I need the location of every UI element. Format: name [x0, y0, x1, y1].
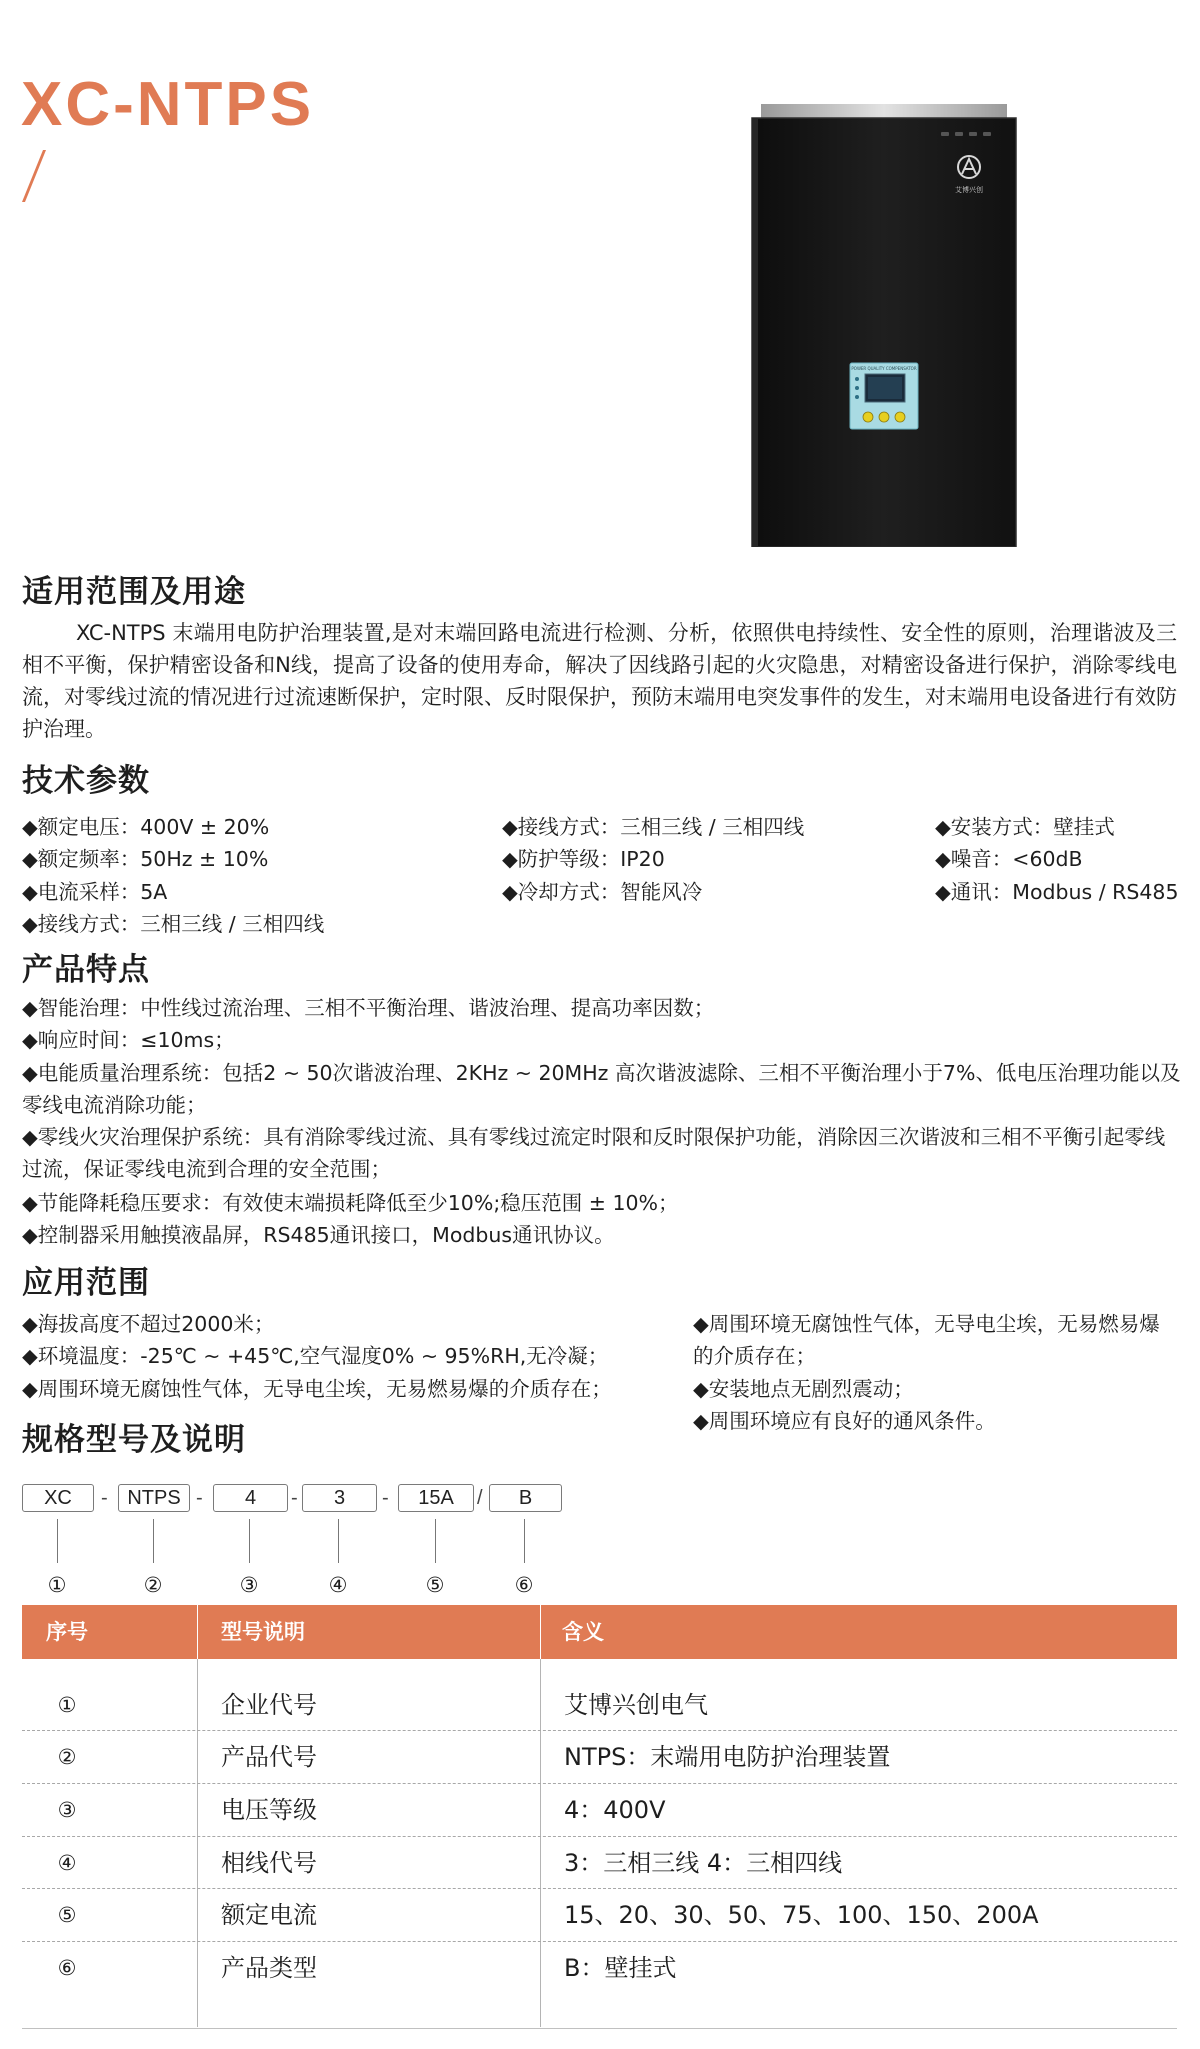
table-cell-index: ① — [57, 1693, 77, 1717]
code-connector — [435, 1519, 436, 1563]
feature-item: ◆零线火灾治理保护系统：具有消除零线过流、具有零线过流定时限和反时限保护功能，消除因三次谐波和三相不平衡引起零线过流，保证零线电流到合理的安全范围； — [22, 1125, 1166, 1181]
logo-text: 艾博兴创 — [955, 186, 983, 194]
code-connector — [338, 1519, 339, 1563]
code-separator: - — [291, 1487, 298, 1509]
code-box-type: B — [489, 1484, 562, 1512]
table-cell-meaning: 4：400V — [564, 1796, 666, 1824]
feature-item: ◆响应时间：≤10ms； — [22, 1028, 235, 1052]
code-number: ① — [47, 1573, 67, 1597]
panel-button-down — [879, 412, 889, 422]
application-item: ◆周围环境应有良好的通风条件。 — [693, 1409, 996, 1433]
code-connector — [249, 1519, 250, 1563]
table-cell-meaning: 3：三相三线 4：三相四线 — [564, 1849, 843, 1877]
table-cell-index: ⑤ — [57, 1903, 77, 1927]
param-communication: ◆通讯：Modbus / RS485 — [935, 880, 1179, 904]
table-cell-description: 产品类型 — [221, 1954, 317, 1982]
device-body — [752, 118, 1016, 547]
spec-title: 规格型号及说明 — [22, 1422, 246, 1458]
param-installation: ◆安装方式：壁挂式 — [935, 815, 1115, 839]
application-title: 应用范围 — [22, 1265, 150, 1301]
table-cell-description: 电压等级 — [221, 1796, 317, 1824]
model-title: XC-NTPS — [21, 70, 315, 139]
param-rated-voltage: ◆额定电压：400V ± 20% — [22, 815, 270, 839]
table-header-index: 序号 — [46, 1620, 88, 1644]
code-number: ② — [143, 1573, 163, 1597]
device-image — [747, 104, 1021, 547]
code-number: ⑥ — [514, 1573, 534, 1597]
application-item: ◆安装地点无剧烈震动； — [693, 1377, 914, 1401]
feature-item: ◆智能治理：中性线过流治理、三相不平衡治理、谐波治理、提高功率因数； — [22, 996, 715, 1020]
panel-button-enter — [895, 412, 905, 422]
application-item: ◆周围环境无腐蚀性气体，无导电尘埃，无易燃易爆的介质存在； — [693, 1312, 1160, 1368]
code-number: ③ — [239, 1573, 259, 1597]
feature-item: ◆节能降耗稳压要求：有效使末端损耗降低至少10%;稳压范围 ± 10%； — [22, 1191, 679, 1215]
panel-button-left — [863, 412, 873, 422]
code-box-product: NTPS — [118, 1484, 190, 1512]
code-separator: - — [101, 1487, 108, 1509]
table-cell-description: 额定电流 — [221, 1901, 317, 1929]
params-title: 技术参数 — [22, 763, 150, 799]
table-cell-description: 相线代号 — [221, 1849, 317, 1877]
code-separator: - — [196, 1487, 203, 1509]
table-bottom-border — [22, 2028, 1177, 2029]
usage-title: 适用范围及用途 — [22, 574, 246, 610]
table-header-divider — [540, 1605, 541, 1659]
feature-item: ◆控制器采用触摸液晶屏，RS485通讯接口，Modbus通讯协议。 — [22, 1223, 615, 1247]
application-item: ◆海拔高度不超过2000米； — [22, 1312, 275, 1336]
table-cell-meaning: 15、20、30、50、75、100、150、200A — [564, 1901, 1039, 1929]
table-cell-meaning: B：壁挂式 — [564, 1954, 677, 1982]
code-connector — [524, 1519, 525, 1563]
features-title: 产品特点 — [22, 952, 150, 988]
application-item: ◆周围环境无腐蚀性气体，无导电尘埃，无易燃易爆的介质存在； — [22, 1377, 612, 1401]
table-cell-index: ⑥ — [57, 1956, 77, 1980]
panel-caption: POWER QUALITY COMPENSATOR — [851, 366, 917, 371]
table-cell-description: 产品代号 — [221, 1743, 317, 1771]
table-cell-index: ③ — [57, 1798, 77, 1822]
feature-item: ◆电能质量治理系统：包括2 ~ 50次谐波治理、2KHz ~ 20MHz 高次谐波滤除、三相不平衡治理小于7%、低电压治理功能以及零线电流消除功能； — [22, 1061, 1181, 1117]
control-panel — [850, 363, 918, 429]
param-current-sampling: ◆电流采样：5A — [22, 880, 168, 904]
code-box-phase: 3 — [302, 1484, 377, 1512]
param-wiring-1: ◆接线方式：三相三线 / 三相四线 — [22, 912, 325, 936]
code-separator: - — [382, 1487, 389, 1509]
table-cell-index: ④ — [57, 1851, 77, 1875]
table-header-description: 型号说明 — [221, 1620, 305, 1644]
code-connector — [57, 1519, 58, 1563]
table-column-divider — [540, 1659, 541, 2027]
param-rated-frequency: ◆额定频率：50Hz ± 10% — [22, 847, 269, 871]
code-number: ④ — [328, 1573, 348, 1597]
table-cell-meaning: 艾博兴创电气 — [564, 1691, 708, 1719]
code-separator: / — [477, 1487, 483, 1509]
param-wiring-2: ◆接线方式：三相三线 / 三相四线 — [502, 815, 805, 839]
table-cell-index: ② — [57, 1745, 77, 1769]
code-box-voltage: 4 — [213, 1484, 288, 1512]
param-noise: ◆噪音：<60dB — [935, 847, 1083, 871]
table-cell-meaning: NTPS：末端用电防护治理装置 — [564, 1743, 891, 1771]
table-cell-description: 企业代号 — [221, 1691, 317, 1719]
code-connector — [153, 1519, 154, 1563]
param-protection-level: ◆防护等级：IP20 — [502, 847, 665, 871]
param-cooling: ◆冷却方式：智能风冷 — [502, 880, 703, 904]
code-number: ⑤ — [425, 1573, 445, 1597]
code-box-company: XC — [22, 1484, 94, 1512]
table-header-divider — [197, 1605, 198, 1659]
usage-paragraph: XC-NTPS 末端用电防护治理装置,是对末端回路电流进行检测、分析，依照供电持续性、安全性的原则，治理谐波及三相不平衡，保护精密设备和N线，提高了设备的使用寿命，解决了因线路引起的火灾隐患，对精密设备进行保护，消除零线电流，对零线过流的情况进行过流速断保护，定时限、反时限保护，预防末端用电突发事件的发生，对末端用电设备进行有效防护治理。 — [22, 621, 1177, 741]
accent-slash — [22, 150, 46, 202]
application-item: ◆环境温度：-25℃ ~ +45℃,空气湿度0% ~ 95%RH,无冷凝； — [22, 1344, 609, 1368]
table-column-divider — [197, 1659, 198, 2027]
code-box-current: 15A — [398, 1484, 474, 1512]
table-header-meaning: 含义 — [562, 1620, 604, 1644]
